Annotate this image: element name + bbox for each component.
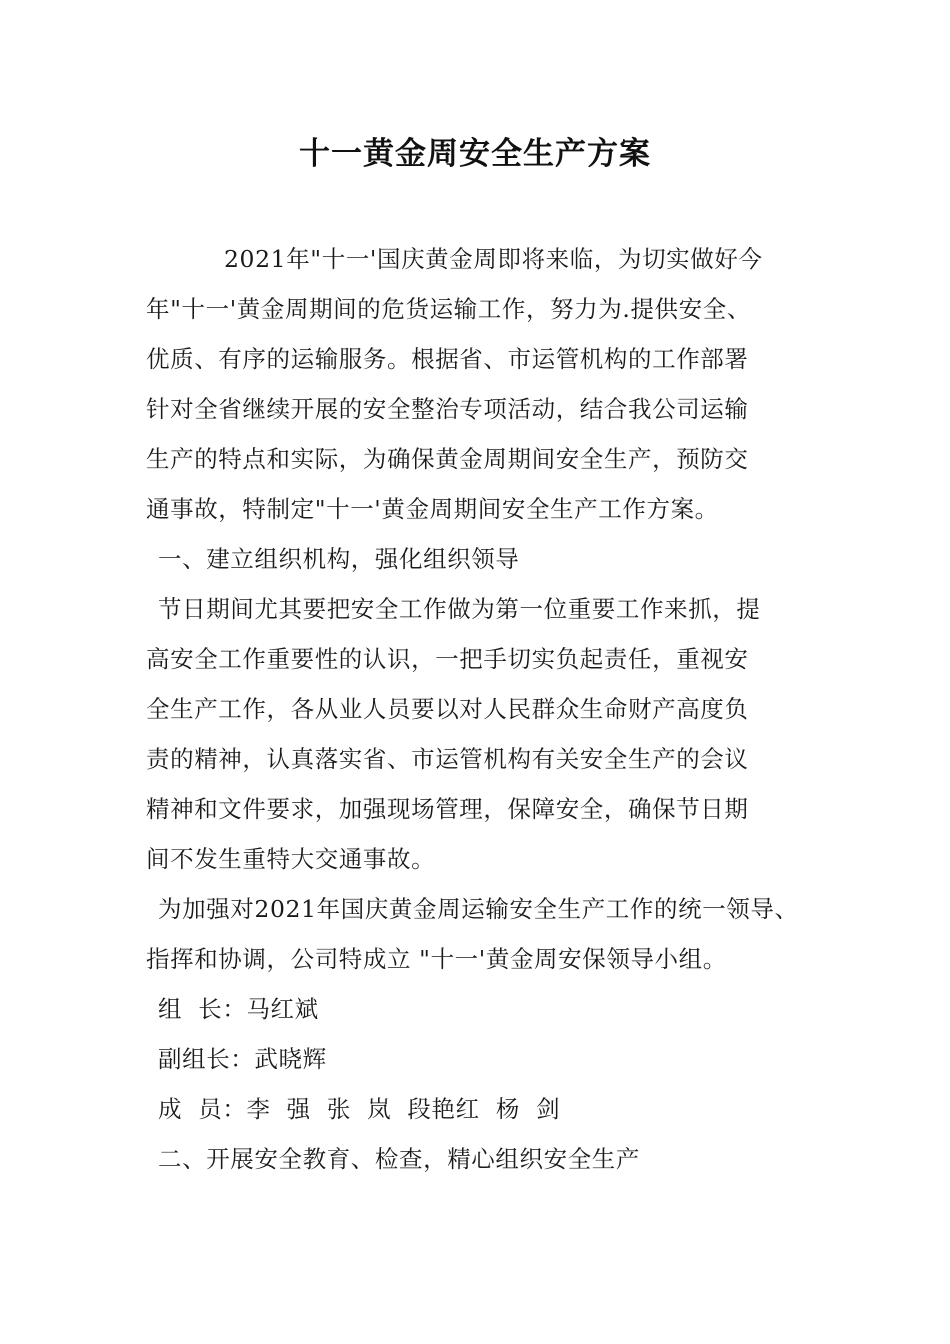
paragraph-line: 精神和文件要求，加强现场管理，保障安全，确保节日期 — [146, 795, 749, 823]
paragraph-line: 优质、有序的运输服务。根据省、市运管机构的工作部署 — [146, 345, 749, 373]
paragraph-line: 责的精神，认真落实省、市运管机构有关安全生产的会议 — [146, 745, 749, 773]
paragraph-line: 针对全省继续开展的安全整治专项活动，结合我公司运输 — [146, 395, 749, 423]
paragraph-line: 间不发生重特大交通事故。 — [146, 845, 436, 873]
paragraph-line: 指挥和协调，公司特成立 "十一'黄金周安保领导小组。 — [146, 945, 727, 973]
paragraph-line: 节日期间尤其要把安全工作做为第一位重要工作来抓，提 — [158, 595, 761, 623]
document-body — [146, 234, 836, 1184]
paragraph-line: 通事故，特制定"十一'黄金周期间安全生产工作方案。 — [146, 495, 719, 523]
member-line-deputy: 副组长：武晓辉 — [158, 1045, 327, 1073]
section-heading: 一、建立组织机构，强化组织领导 — [158, 545, 520, 573]
paragraph-line: 生产的特点和实际，为确保黄金周期间安全生产，预防交 — [146, 445, 749, 473]
member-line-members: 成 员：李 强 张 岚 段艳红 杨 剑 — [158, 1095, 561, 1123]
paragraph-line: 全生产工作，各从业人员要以对人民群众生命财产高度负 — [146, 695, 749, 723]
paragraph-line: 高安全工作重要性的认识，一把手切实负起责任，重视安 — [146, 645, 749, 673]
paragraph-line: 为加强对2021年国庆黄金周运输安全生产工作的统一领导、 — [158, 895, 799, 923]
section-heading: 二、开展安全教育、检查，精心组织安全生产 — [158, 1145, 640, 1173]
paragraph-line: 2021年"十一'国庆黄金周即将来临，为切实做好今 — [224, 245, 763, 273]
member-line-leader: 组 长：马红斌 — [158, 995, 319, 1023]
document-title: 十一黄金周安全生产方案 — [299, 136, 651, 172]
paragraph-line: 年"十一'黄金周期间的危货运输工作，努力为.提供安全、 — [146, 295, 751, 323]
